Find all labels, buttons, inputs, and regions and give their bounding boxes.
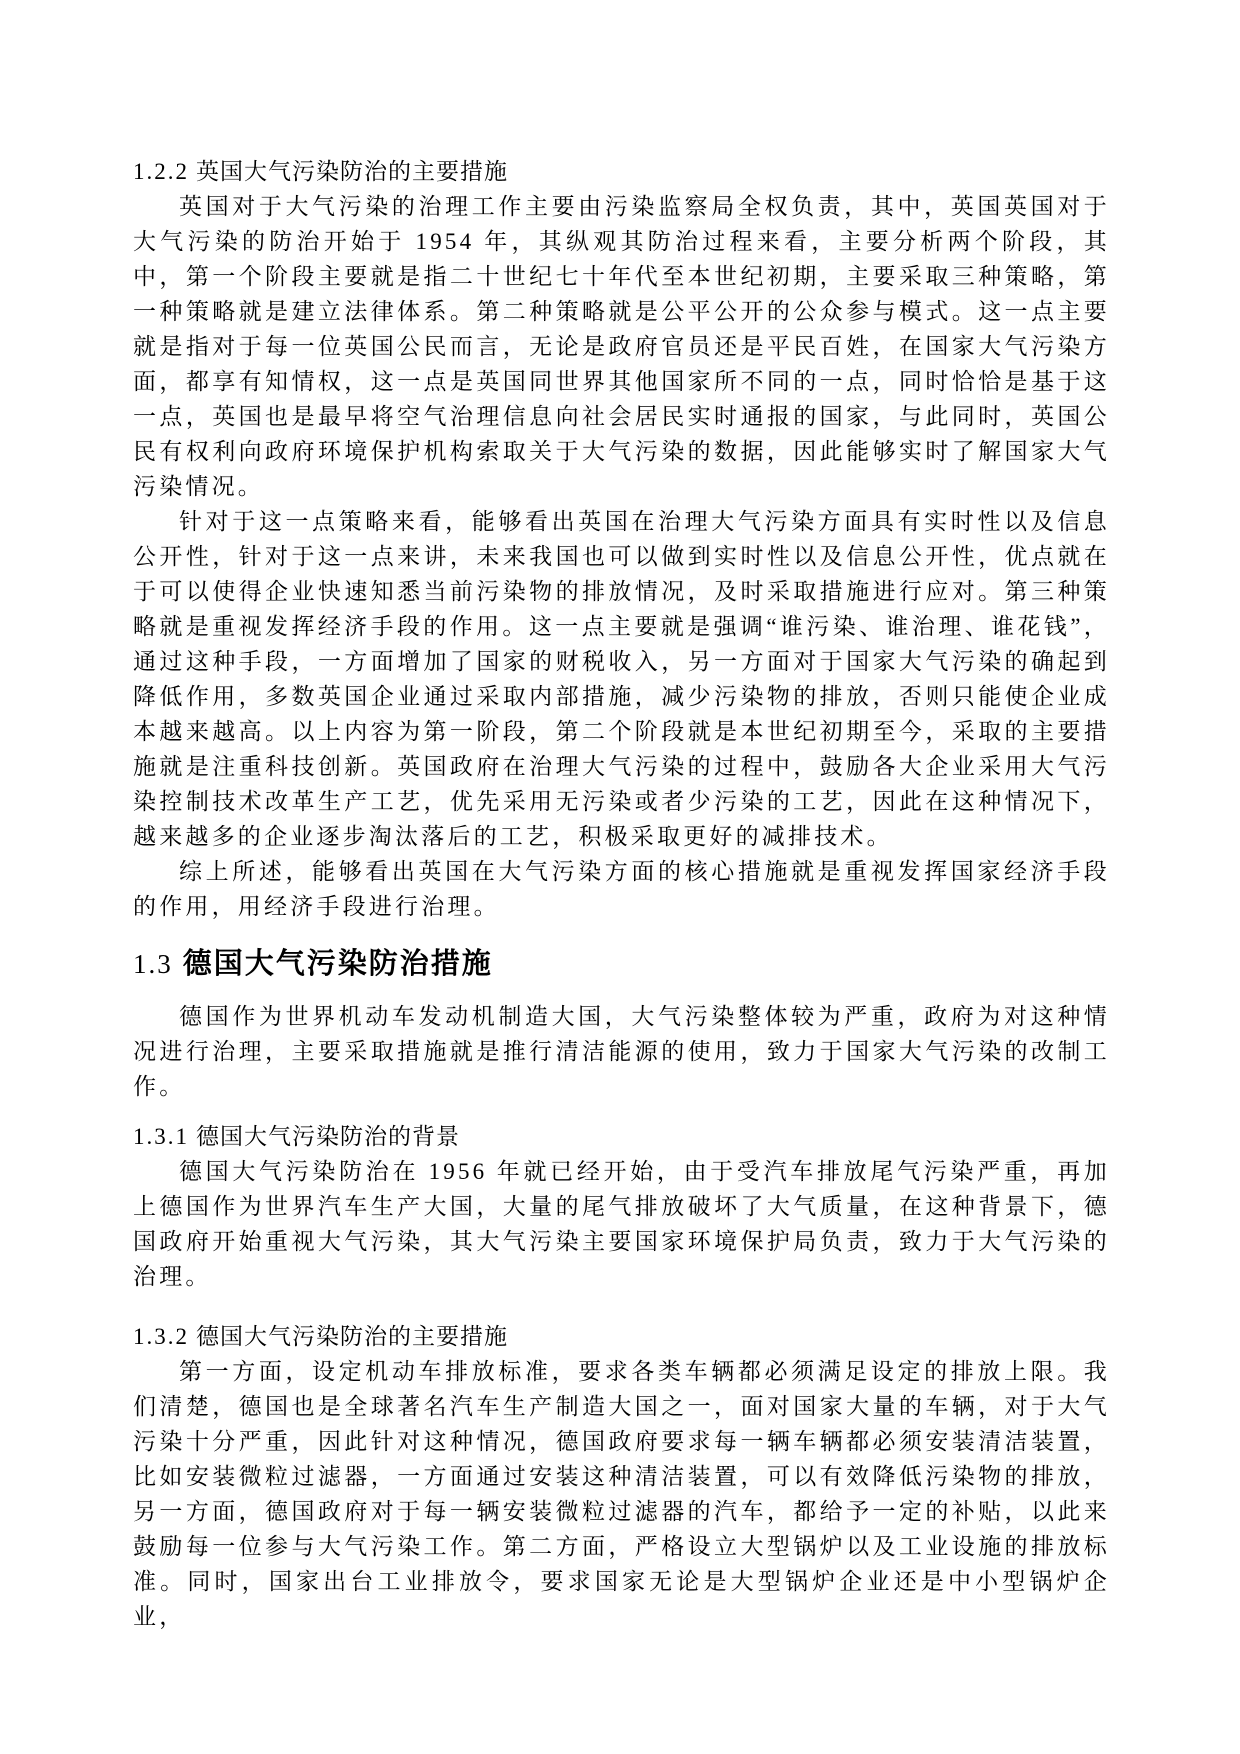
subheading-1-3-2 (133, 1319, 1110, 1354)
paragraph-germany-intro: 德国作为世界机动车发动机制造大国，大气污染整体较为严重，政府为对这种情况进行治理，主要采取措施就是推行清洁能源的使用，致力于国家大气污染的改制工作。 (133, 1004, 1110, 1099)
subheading-1-2-2-number: 1.2.2 (133, 159, 189, 184)
heading-1-3 (133, 943, 1110, 985)
subheading-1-3-2-title: 德国大气污染防治的主要措施 (196, 1324, 508, 1349)
subheading-1-2-2-title: 英国大气污染防治的主要措施 (196, 159, 508, 184)
paragraph-uk-summary: 综上所述，能够看出英国在大气污染方面的核心措施就是重视发挥国家经济手段的作用，用经济手段进行治理。 (133, 859, 1110, 919)
document-content (133, 154, 1110, 1634)
subheading-1-3-1-number: 1.3.1 (133, 1124, 189, 1149)
subheading-1-3-2-number: 1.3.2 (133, 1324, 189, 1349)
paragraph-germany-background: 德国大气污染防治在 1956 年就已经开始，由于受汽车排放尾气污染严重，再加上德国作为世界汽车生产大国，大量的尾气排放破坏了大气质量，在这种背景下，德国政府开始重视大气污染，其大气污染主要国家环境保护局负责，致力于大气污染的治理。 (133, 1159, 1110, 1289)
paragraph-germany-measures: 第一方面，设定机动车排放标准，要求各类车辆都必须满足设定的排放上限。我们清楚，德国也是全球著名汽车生产制造大国之一，面对国家大量的车辆，对于大气污染十分严重，因此针对这种情况，德国政府要求每一辆车辆都必须安装清洁装置，比如安装微粒过滤器，一方面通过安装这种清洁装置，可以有效降低污染物的排放，另一方面，德国政府对于每一辆安装微粒过滤器的汽车，都给予一定的补贴，以此来鼓励每一位参与大气污染工作。第二方面，严格设立大型锅炉以及工业设施的排放标准。同时，国家出台工业排放令，要求国家无论是大型锅炉企业还是中小型锅炉企业， (133, 1359, 1110, 1629)
heading-1-3-number: 1.3 (133, 949, 173, 979)
paragraph-uk-strategies: 针对于这一点策略来看，能够看出英国在治理大气污染方面具有实时性以及信息公开性，针对于这一点来讲，未来我国也可以做到实时性以及信息公开性，优点就在于可以使得企业快速知悉当前污染物的排放情况，及时采取措施进行应对。第三种策略就是重视发挥经济手段的作用。这一点主要就是强调“谁污染、谁治理、谁花钱”，通过这种手段，一方面增加了国家的财税收入，另一方面对于国家大气污染的确起到降低作用，多数英国企业通过采取内部措施，减少污染物的排放，否则只能使企业成本越来越高。以上内容为第一阶段，第二个阶段就是本世纪初期至今，采取的主要措施就是注重科技创新。英国政府在治理大气污染的过程中，鼓励各大企业采用大气污染控制技术改革生产工艺，优先采用无污染或者少污染的工艺，因此在这种情况下，越来越多的企业逐步淘汰落后的工艺，积极采取更好的减排技术。 (133, 509, 1110, 849)
heading-1-3-title: 德国大气污染防治措施 (182, 948, 493, 980)
paragraph-uk-overview: 英国对于大气污染的治理工作主要由污染监察局全权负责，其中，英国英国对于大气污染的防治开始于 1954 年，其纵观其防治过程来看，主要分析两个阶段，其中，第一个阶段主要就是指二十世纪七十年代至本世纪初期，主要采取三种策略，第一种策略就是建立法律体系。第二种策略就是公平公开的公众参与模式。这一点主要就是指对于每一位英国公民而言，无论是政府官员还是平民百姓，在国家大气污染方面，都享有知情权，这一点是英国同世界其他国家所不同的一点，同时恰恰是基于这一点，英国也是最早将空气治理信息向社会居民实时通报的国家，与此同时，英国公民有权利向政府环境保护机构索取关于大气污染的数据，因此能够实时了解国家大气污染情况。 (133, 194, 1110, 499)
subheading-1-2-2 (133, 154, 1110, 189)
subheading-1-3-1 (133, 1119, 1110, 1154)
subheading-1-3-1-title: 德国大气污染防治的背景 (196, 1124, 460, 1149)
